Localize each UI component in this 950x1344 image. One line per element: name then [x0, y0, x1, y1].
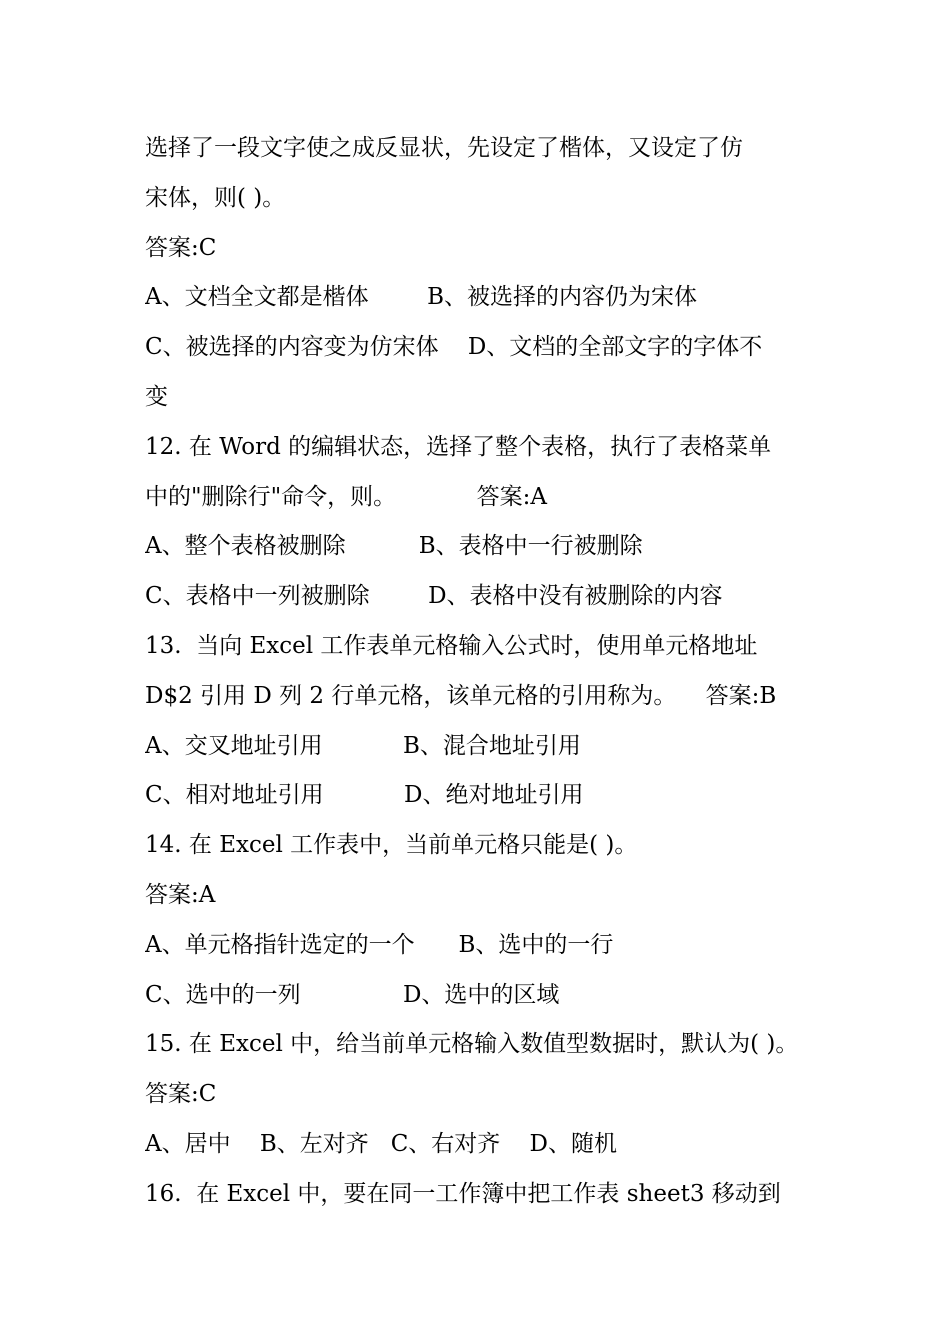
text-line: 中的"删除行"命令，则。 答案:A	[145, 483, 547, 510]
options-line: C、被选择的内容变为仿宋体 D、文档的全部文字的字体不	[145, 334, 763, 361]
question-14: 14. 在 Excel 工作表中，当前单元格只能是( )。	[145, 832, 638, 859]
options-line: A、整个表格被删除 B、表格中一行被删除	[145, 533, 643, 560]
answer-line: 答案:A	[145, 881, 216, 908]
options-line: C、表格中一列被删除 D、表格中没有被删除的内容	[145, 583, 723, 610]
options-line: A、居中 B、左对齐 C、右对齐 D、随机	[145, 1130, 617, 1157]
options-line: A、交叉地址引用 B、混合地址引用	[145, 732, 581, 759]
answer-line: 答案:C	[145, 1081, 217, 1108]
question-15: 15. 在 Excel 中，给当前单元格输入数值型数据时，默认为( )。	[145, 1031, 799, 1058]
answer-line: 答案:C	[145, 234, 217, 261]
options-line: C、选中的一列 D、选中的区域	[145, 981, 560, 1008]
question-16: 16. 在 Excel 中，要在同一工作簿中把工作表 sheet3 移动到	[145, 1180, 781, 1207]
text-line: 变	[145, 383, 168, 410]
question-13: 13. 当向 Excel 工作表单元格输入公式时，使用单元格地址	[145, 632, 758, 659]
document-body	[145, 124, 815, 1220]
text-line: 选择了一段文字使之成反显状，先设定了楷体，又设定了仿	[145, 135, 743, 161]
text-line: 宋体，则( )。	[145, 184, 286, 211]
question-12: 12. 在 Word 的编辑状态，选择了整个表格，执行了表格菜单	[145, 433, 772, 460]
options-line: C、相对地址引用 D、绝对地址引用	[145, 782, 584, 809]
options-line: A、单元格指针选定的一个 B、选中的一行	[145, 931, 614, 958]
text-line: D$2 引用 D 列 2 行单元格，该单元格的引用称为。 答案:B	[145, 682, 777, 709]
options-line: A、文档全文都是楷体 B、被选择的内容仍为宋体	[145, 284, 697, 311]
